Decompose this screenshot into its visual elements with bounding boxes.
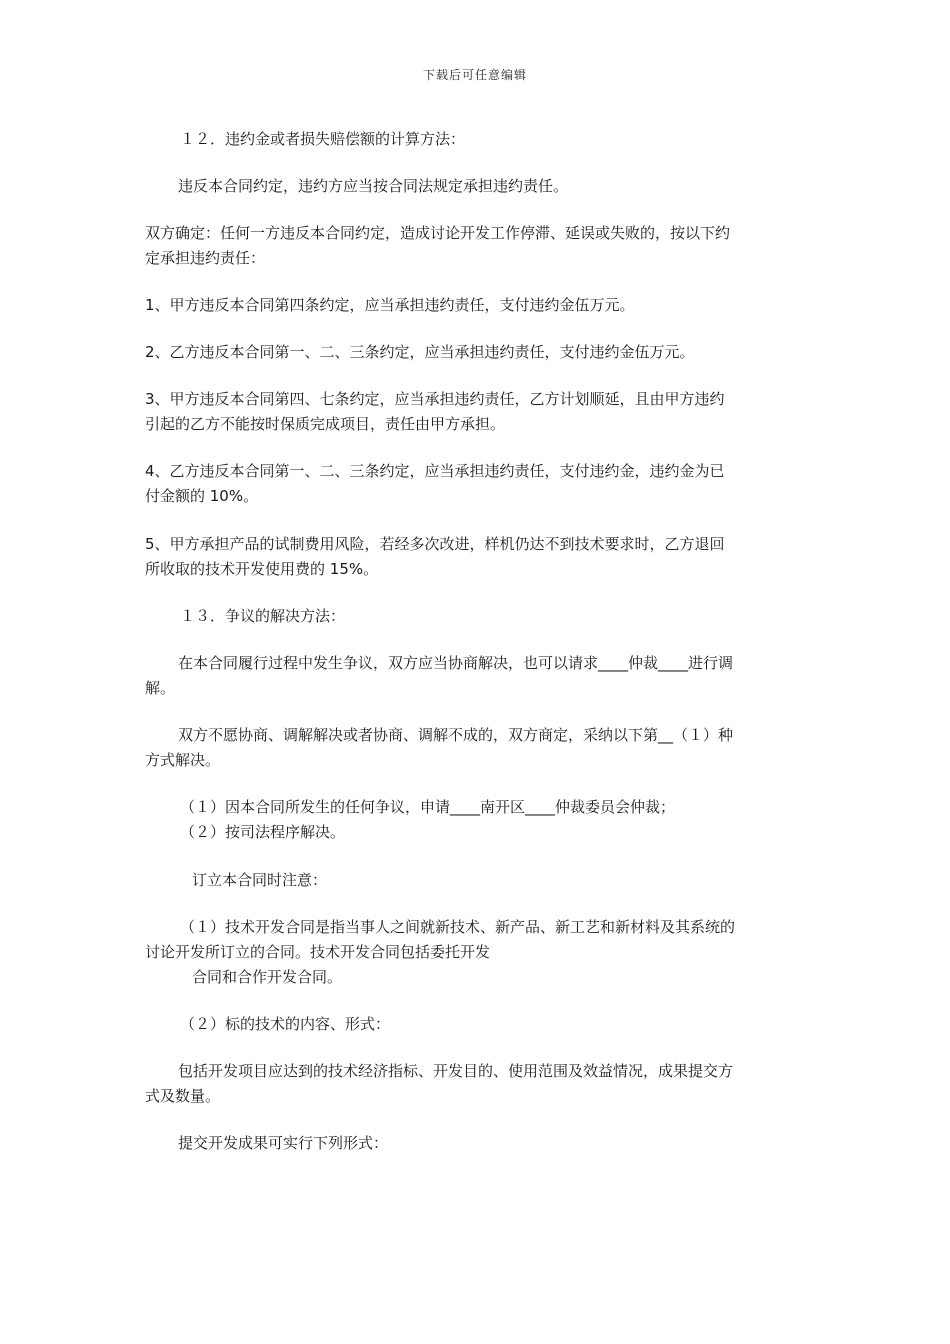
list-item: 所收取的技术开发使用费的 15%。	[145, 560, 379, 578]
paragraph: 双方不愿协商、调解解决或者协商、调解不成的，双方商定，采纳以下第__（１）种	[178, 726, 734, 744]
list-item: 引起的乙方不能按时保质完成项目，责任由甲方承担。	[145, 415, 506, 433]
paragraph: （１）技术开发合同是指当事人之间就新技术、新产品、新工艺和新材料及其系统的	[180, 918, 736, 936]
paragraph: 提交开发成果可实行下列形式：	[178, 1134, 389, 1152]
paragraph: 解。	[145, 679, 176, 697]
list-item: 5、甲方承担产品的试制费用风险，若经多次改进，样机仍达不到技术要求时，乙方退回	[145, 535, 725, 553]
paragraph: 式及数量。	[145, 1087, 221, 1105]
subsection-title: （２）标的技术的内容、形式：	[180, 1015, 391, 1033]
clause-13-title: １３．争议的解决方法：	[180, 607, 346, 625]
list-item: （２）按司法程序解决。	[180, 823, 346, 841]
paragraph: 合同和合作开发合同。	[192, 968, 343, 986]
paragraph: 方式解决。	[145, 751, 221, 769]
clause-12-title: １２．违约金或者损失赔偿额的计算方法：	[180, 130, 466, 148]
paragraph: 违反本合同约定，违约方应当按合同法规定承担违约责任。	[178, 177, 569, 195]
page-header: 下载后可任意编辑	[422, 68, 527, 82]
list-item: 1、甲方违反本合同第四条约定，应当承担违约责任，支付违约金伍万元。	[145, 296, 635, 314]
paragraph: 双方确定：任何一方违反本合同约定，造成讨论开发工作停滞、延误或失败的，按以下约	[145, 224, 731, 242]
paragraph: 包括开发项目应达到的技术经济指标、开发目的、使用范围及效益情况，成果提交方	[178, 1062, 734, 1080]
paragraph: 讨论开发所订立的合同。技术开发合同包括委托开发	[145, 943, 491, 961]
list-item: 2、乙方违反本合同第一、二、三条约定，应当承担违约责任，支付违约金伍万元。	[145, 343, 695, 361]
list-item: 4、乙方违反本合同第一、二、三条约定，应当承担违约责任，支付违约金，违约金为已	[145, 462, 725, 480]
paragraph: 在本合同履行过程中发生争议，双方应当协商解决，也可以请求____仲裁____进行调	[178, 654, 734, 672]
list-item: 3、甲方违反本合同第四、七条约定，应当承担违约责任，乙方计划顺延，且由甲方违约	[145, 390, 725, 408]
list-item: （１）因本合同所发生的任何争议，申请____南开区____仲裁委员会仲裁；	[180, 798, 676, 816]
list-item: 付金额的 10%。	[145, 487, 259, 505]
paragraph: 定承担违约责任：	[145, 249, 266, 267]
section-note-title: 订立本合同时注意：	[192, 871, 328, 889]
